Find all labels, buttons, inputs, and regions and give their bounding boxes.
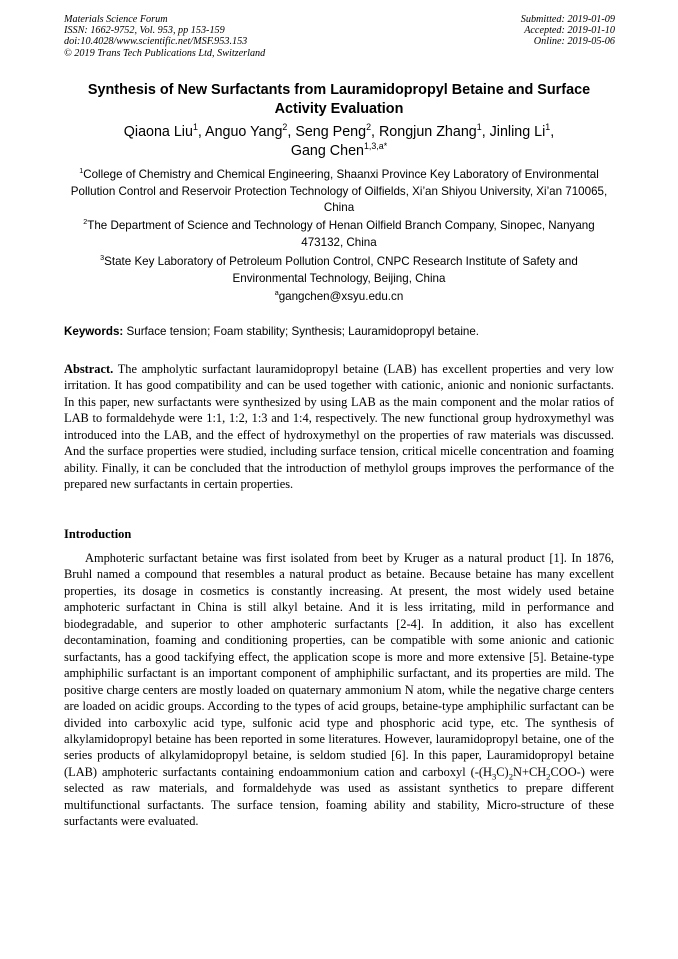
author: Anguo Yang$^2$ <box>205 122 288 140</box>
publication-dates <box>521 14 615 48</box>
submitted-date: Submitted: 2019-01-09 <box>520 14 615 25</box>
journal-name: Materials Science Forum <box>64 14 168 25</box>
corresponding-email: $^a$gangchen@xsyu.edu.cn <box>274 288 404 303</box>
abstract <box>64 361 614 493</box>
author: Jinling Li$^1$ <box>489 122 551 140</box>
keywords-text: Surface tension; Foam stability; Synthesis; Lauramidopropyl betaine. <box>126 325 480 338</box>
introduction-paragraph: Amphoteric surfactant betaine was first isolated from beet by Kruger as a natural product [1]. In 1876, Bruhl named a compound that resembles a natural product as betaine. Because betaine has many excellent properties, its dosage in cosmetics is constantly increasing. At present, the most widely used betaine amphoteric surfactant in China is still alkyl betaine. And it is less irritating, mild in performance and biodegradable, and superior to other amphoteric surfactants [2-4]. In addition, it also has excellent decontamination, foaming and conditioning properties, can be compatible with some anionic and cationic surfactants, has a good tackifying effect, the application scope is more and more extensive [5]. Betaine-type amphiphilic surfactant is an important component of amphiphilic surfactant, and its properties are mild. The positive charge centers are mostly loaded on quaternary ammonium N atom, while the negative charge centers are loaded on acidic groups. According to the types of acid groups, betaine-type amphiphilic surfactant can be divided into carboxylic acid type, sulfonic acid type and phosphoric acid type, etc. The synthesis of alkylamidopropyl betaine has been reported in some literatures. However, lauramidopropyl betaine, one of the series products of alkylamidopropyl betaine, is seldom studied [6]. In this paper, Lauramidopropyl betaine (LAB) amphoteric surfactants containing endoammonium cation and carboxyl $(-(H_3C)_2N+CH_2COO-)$ were selected as raw materials, and formaldehyde was used as assistant synthetics to prepare different multifunctional surfactants. The surface tension, foaming ability and stability, Micro-structure of these surfactants were evaluated. <box>64 551 614 829</box>
section-heading-introduction: Introduction <box>64 527 132 541</box>
abstract-text: The ampholytic surfactant lauramidopropyl betaine (LAB) has excellent properties and very low irritation. It has good compatibility and can be used together with cationic, anionic and nonionic surfactants. In this paper, new surfactants were synthesized by using LAB as the main component and the molar ratios of LAB to formaldehyde were 1:1, 1:2, 1:3 and 1:4, respectively. The new functional group hydroxymethyl was introduced into the LAB, and the effect of hydroxymethyl on the properties of raw materials was discussed. And the surface properties were studied, including surface tension, critical micelle concentration and foaming ability. Finally, it can be concluded that the introduction of methylol groups improves the performance of the prepared new surfactants in certain properties. <box>64 362 614 492</box>
author: Seng Peng$^2$ <box>295 122 372 140</box>
journal-issn: ISSN: 1662-9752, Vol. 953, pp 153-159 <box>64 25 225 37</box>
affiliation-3: $^3$State Key Laboratory of Petroleum Pollution Control, CNPC Research Institute of Safety and Environmental Technology, Beijing, China <box>100 253 578 285</box>
author: Rongjun Zhang$^1$ <box>378 122 482 140</box>
keywords <box>64 324 614 340</box>
paper-title: Synthesis of New Surfactants from Lauramidopropyl Betaine and Surface Activity Evaluation <box>87 82 591 117</box>
author-list: Qiaona Liu$^1$, Anguo Yang$^2$, Seng Peng$^2$, Rongjun Zhang$^1$, Jinling Li$^1$, Gang Chen$^{1,3,a*}$ <box>123 122 555 159</box>
journal-doi: doi:10.4028/www.scientific.net/MSF.953.153 <box>64 36 248 48</box>
abstract-label: Abstract. <box>64 362 114 376</box>
keywords-label: Keywords: <box>64 325 124 338</box>
affiliation-1: $^1$College of Chemistry and Chemical Engineering, Shaanxi Province Key Laboratory of Environmental Pollution Control and Reservoir Protection Technology of Oilfields, Xi’an Shiyou University, Xi’an 710065, China <box>70 166 608 215</box>
accepted-date: Accepted: 2019-01-10 <box>524 25 615 37</box>
journal-copyright: © 2019 Trans Tech Publications Ltd, Switzerland <box>64 47 266 59</box>
affiliation-2: $^2$The Department of Science and Technology of Henan Oilfield Branch Company, Sinopec, Nanyang 473132, China <box>83 217 595 249</box>
chemical-formula: $-(H_3C)_2N+CH_2COO-$ <box>474 764 581 782</box>
journal-info <box>64 14 265 59</box>
author: Qiaona Liu$^1$ <box>123 122 198 140</box>
author: Gang Chen$^{1,3,a*}$ <box>290 141 388 159</box>
online-date: Online: 2019-05-06 <box>533 36 615 48</box>
